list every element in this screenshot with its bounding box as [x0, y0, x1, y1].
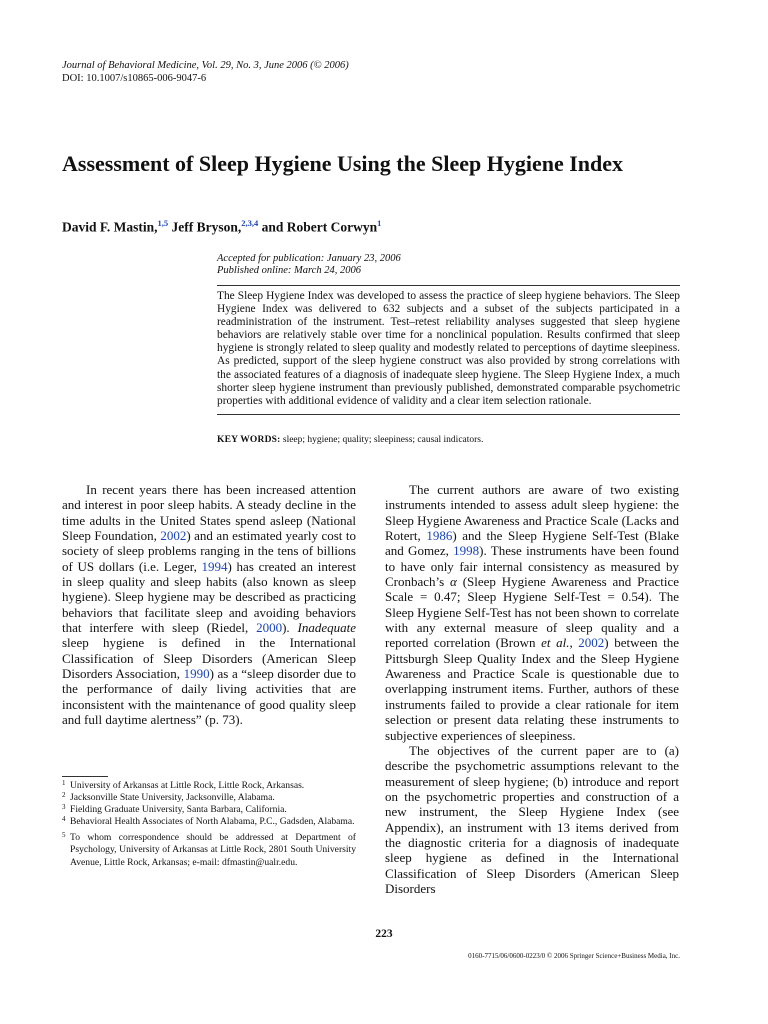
- citation-link[interactable]: 1998: [453, 543, 480, 559]
- doi[interactable]: DOI: 10.1007/s10865-006-9047-6: [62, 73, 207, 84]
- text-run: (Sleep Hygiene Awareness and Practice Scale = 0.47; Sleep Hygiene Self-Test = 0.54). The Sleep Hygiene Self-Test has not been shown to correlate with any external measure of sleep quality and a reported correlation (Brown: [385, 574, 679, 651]
- affiliation-link[interactable]: 1,5: [157, 218, 169, 228]
- footnote-number: 2: [62, 791, 66, 800]
- footnotes: [62, 780, 356, 869]
- author-list: [62, 214, 381, 237]
- affiliation-link[interactable]: 1: [377, 218, 382, 228]
- text-run: ) as a “sleep disorder due to the performance of daily living activities that are inconsistent with the maintenance of good quality sleep and full daytime alertness” (p. 73).: [62, 666, 356, 728]
- paragraph: [385, 482, 679, 743]
- text-run: ) has created an interest in sleep quality and sleep habits (also known as sleep hygiene). Sleep hygiene may be described as practicing behaviors that facilitate sleep and avoiding behaviors that interfere with sleep (Riedel,: [62, 558, 356, 636]
- affiliation-link[interactable]: 2,3,4: [241, 218, 259, 228]
- footnote-text: Fielding Graduate University, Santa Barbara, California.: [70, 804, 287, 816]
- copyright-line: 0160-7715/06/0600-0223/0 © 2006 Springer Science+Business Media, Inc.: [468, 952, 680, 960]
- text-run: ). These instruments have been found to have only fair internal consistency as measured by Cronbach’s: [385, 543, 679, 590]
- abstract-text: The Sleep Hygiene Index was developed to assess the practice of sleep hygiene behaviors. The Sleep Hygiene Index was delivered to 632 subjects and a subset of the subjects participated in a readministration of the instrument. Test–retest reliability analyses suggested that sleep hygiene behaviors are relatively stable over time for a nonclinical population. Results confirmed that sleep hygiene is strongly related to sleep quality and modestly related to perceptions of daytime sleepiness. As predicted, support of the sleep hygiene construct was also provided by strong correlations with the associated features of a diagnosis of inadequate sleep hygiene. The Sleep Hygiene Index, a much shorter sleep hygiene instrument than previously published, demonstrated comparable psychometric properties with additional evidence of validity and a clear item selection rationale.: [217, 290, 680, 407]
- text-run: The current authors are aware of two existing instruments intended to assess adult sleep hygiene: the Sleep Hygiene Awareness and Practice Scale (Lacks and Rotert,: [385, 482, 679, 544]
- accepted-date: Accepted for publication: January 23, 2006: [217, 253, 401, 264]
- right-column: [385, 482, 679, 896]
- footnote: [62, 780, 356, 792]
- left-column: [62, 482, 356, 728]
- footnote-divider: [62, 776, 108, 777]
- footnote-number: 3: [62, 803, 66, 812]
- citation-link[interactable]: 1994: [201, 558, 228, 574]
- text-run: ).: [282, 620, 298, 636]
- footnote-number: 1: [62, 779, 66, 787]
- footnote-text: University of Arkansas at Little Rock, Little Rock, Arkansas.: [70, 780, 305, 791]
- footnote-number: 5: [62, 831, 66, 840]
- greek-alpha: α: [450, 574, 457, 590]
- citation-link[interactable]: 1990: [183, 666, 210, 682]
- keywords-label: KEY WORDS:: [217, 435, 281, 445]
- footnote: [62, 832, 356, 868]
- page-number: 223: [375, 928, 393, 940]
- paragraph: The objectives of the current paper are to (a) describe the psychometric assumptions relevant to the measurement of sleep hygiene; (b) introduce and report on the psychometric properties and construction of a new instrument, the Sleep Hygiene Index (see Appendix), an instrument with 13 items derived from the diagnostic criteria for a diagnosis of inadequate sleep hygiene as defined in the International Classification of Sleep Disorders (American Sleep Disorders: [385, 742, 679, 896]
- text-run: ,: [569, 635, 579, 651]
- keywords: [217, 434, 483, 446]
- citation-link[interactable]: 2000: [256, 620, 283, 636]
- author-name: David F. Mastin,: [62, 219, 158, 235]
- published-date: Published online: March 24, 2006: [217, 265, 361, 276]
- author-name: and Robert Corwyn: [258, 219, 378, 235]
- footnote: [62, 792, 356, 804]
- footnote-text: Behavioral Health Associates of North Alabama, P.C., Gadsden, Alabama.: [70, 816, 355, 828]
- footnote: [62, 804, 356, 816]
- footnote-text: Jacksonville State University, Jacksonville, Alabama.: [70, 792, 275, 804]
- journal-citation: Journal of Behavioral Medicine, Vol. 29, No. 3, June 2006 (© 2006): [62, 60, 349, 71]
- citation-link[interactable]: 2002: [160, 528, 187, 544]
- article-title: Assessment of Sleep Hygiene Using the Sleep Hygiene Index: [62, 151, 623, 176]
- footnote-text: To whom correspondence should be addressed at Department of Psychology, University of Arkansas at Little Rock, 2801 South University Avenue, Little Rock, Arkansas; e-mail: dfmastin@ualr.edu.: [70, 832, 356, 868]
- text-run: In recent years there has been increased attention and interest in poor sleep habits. A steady decline in the time adults in the United States spend asleep (National Sleep Foundation,: [62, 482, 356, 544]
- emphasis: Inadequate: [297, 620, 356, 636]
- author-name: Jeff Bryson,: [168, 219, 242, 235]
- text-run: ) between the Pittsburgh Sleep Quality Index and the Sleep Hygiene Awareness and Practice Scale is questionable due to overlapping instrument items. Further, authors of these instruments failed to provide a clear rationale for item selection or present data relating these instruments to subjective experiences of sleepiness.: [385, 635, 679, 743]
- text-run: ) and an estimated yearly cost to society of sleep problems ranging in the tens of billions of US dollars (i.e. Leger,: [62, 528, 356, 574]
- abstract-box: [217, 285, 680, 415]
- footnote-number: 4: [62, 815, 66, 824]
- citation-link[interactable]: 2002: [578, 635, 605, 651]
- text-run: sleep hygiene is defined in the International Classification of Sleep Disorders (American Sleep Disorders Association,: [62, 635, 356, 682]
- footnote: [62, 816, 356, 828]
- text-run: ) and the Sleep Hygiene Self-Test (Blake and Gomez,: [385, 528, 679, 559]
- paragraph: [62, 482, 356, 728]
- emphasis: et al.: [541, 635, 570, 651]
- keywords-text: sleep; hygiene; quality; sleepiness; causal indicators.: [280, 435, 484, 445]
- citation-link[interactable]: 1986: [426, 528, 453, 544]
